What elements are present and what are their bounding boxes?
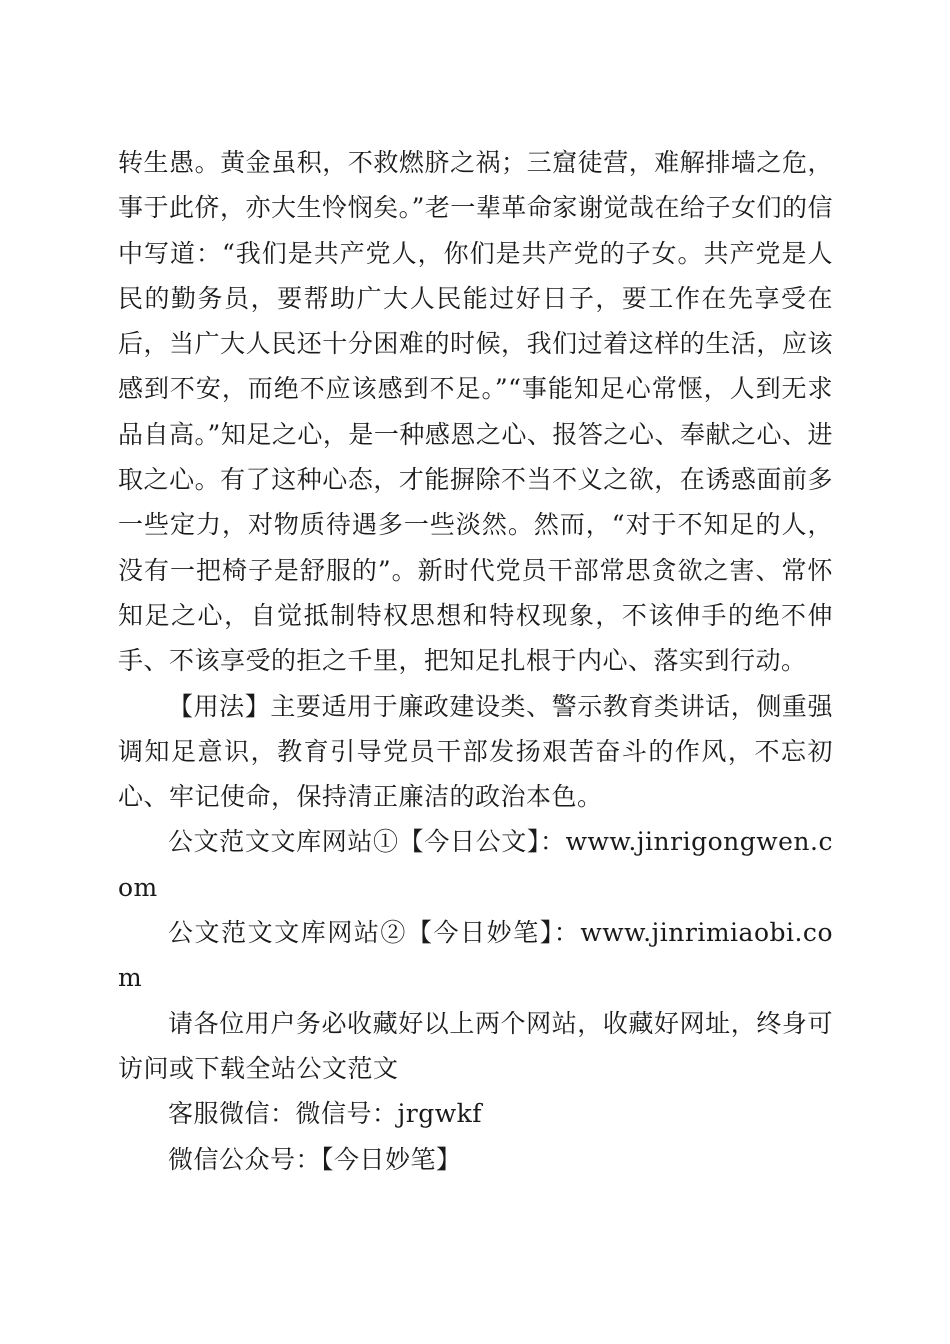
- usage-paragraph: 【用法】主要适用于廉政建设类、警示教育类讲话，侧重强调知足意识，教育引导党员干部发扬艰苦奋斗的作风，不忘初心、牢记使命，保持清正廉洁的政治本色。: [118, 691, 833, 812]
- customer-service-wechat: 客服微信：微信号：jrgwkf: [168, 1099, 483, 1129]
- body-paragraph-1: 转生愚。黄金虽积，不救燃脐之祸；三窟徒营，难解排墙之危，事于此侪，亦大生怜悯矣。”老一辈革命家谢觉哉在给子女们的信中写道：“我们是共产党人，你们是共产党的子女。共产党是人民的勤务员，要帮助广大人民能过好日子，要工作在先享受在后，当广大人民还十分困难的时候，我们过着这样的生活，应该感到不安，而绝不应该感到不足。”“事能知足心常惬，人到无求品自高。”知足之心，是一种感恩之心、报答之心、奉献之心、进取之心。有了这种心态，才能摒除不当不义之欲，在诱惑面前多一些定力，对物质待遇多一些淡然。然而，“对于不知足的人，没有一把椅子是舒服的”。新时代党员干部常思贪欲之害、常怀知足之心，自觉抵制特权思想和特权现象，不该伸手的绝不伸手、不该享受的拒之千里，把知足扎根于内心、落实到行动。: [118, 148, 833, 676]
- wechat-official-account: 微信公众号：【今日妙笔】: [168, 1144, 462, 1174]
- bookmark-notice: 请各位用户务必收藏好以上两个网站，收藏好网址，终身可访问或下载全站公文范文: [118, 1008, 833, 1083]
- document-page: [118, 140, 833, 1182]
- site-link-jinrimiaobi: 公文范文文库网站②【今日妙笔】：www.jinrimiaobi.com: [118, 918, 833, 993]
- site-link-jinrigongwen: 公文范文文库网站①【今日公文】：www.jinrigongwen.com: [118, 827, 833, 902]
